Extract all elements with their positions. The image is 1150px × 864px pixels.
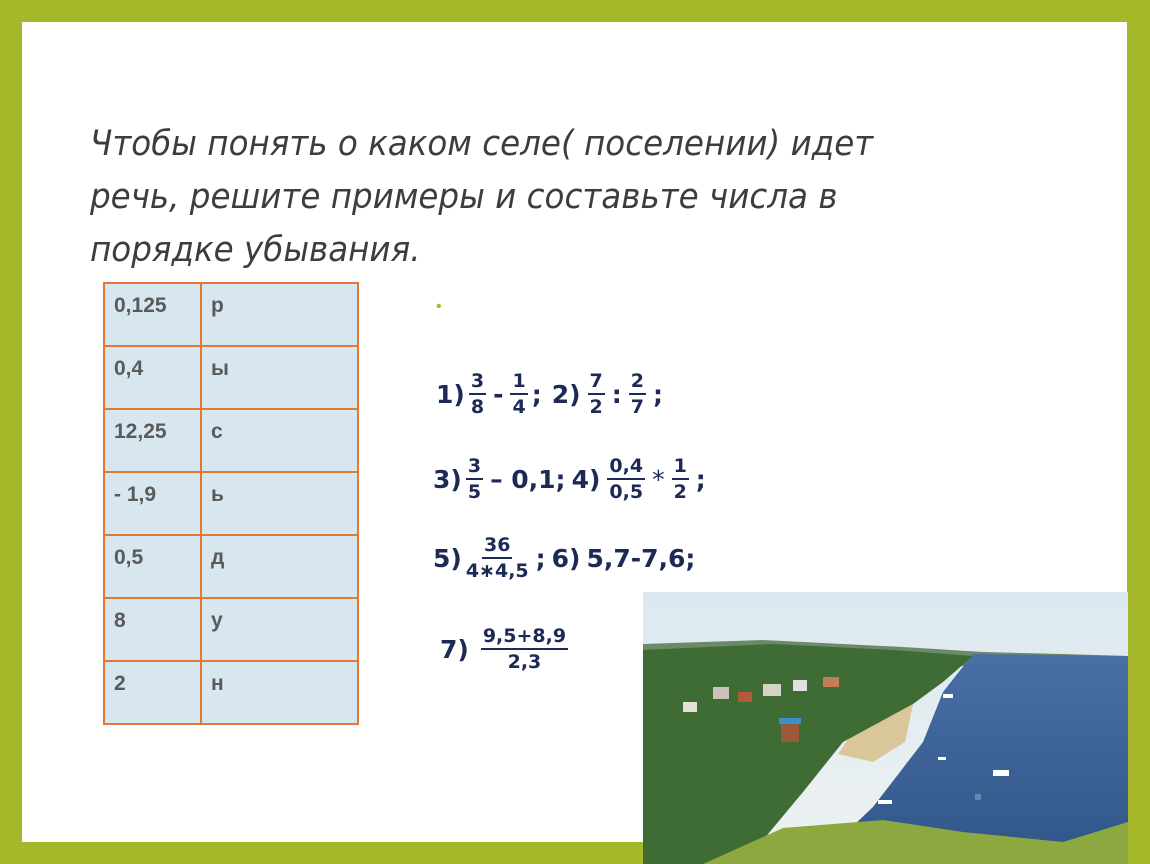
- fraction: [672, 455, 689, 503]
- exercise-label: 6): [551, 543, 581, 573]
- table-cell-number: 0,125: [104, 283, 201, 346]
- fraction-numerator: 7: [588, 370, 605, 395]
- expression: 5,7-7,6;: [586, 543, 696, 573]
- fraction-denominator: 0,5: [609, 481, 644, 503]
- table-cell-number: - 1,9: [104, 472, 201, 535]
- fraction: [481, 625, 568, 673]
- fraction: [629, 370, 646, 418]
- fraction: [510, 370, 527, 418]
- slide-title: Чтобы понять о каком селе( поселении) идет речь, решите примеры и составьте числа в порядке убывания.: [90, 124, 874, 270]
- exercise-label: 1): [436, 379, 465, 409]
- table-cell-number: 2: [104, 661, 201, 724]
- operator: :: [611, 379, 622, 409]
- table-cell-number: 12,25: [104, 409, 201, 472]
- expression: – 0,1;: [490, 464, 566, 494]
- exercise-label: 7): [440, 634, 469, 664]
- table-cell-letter: р: [201, 283, 358, 346]
- fraction-denominator: 7: [630, 396, 644, 418]
- fraction-numerator: 9,5+8,9: [481, 625, 568, 650]
- answer-table: [103, 282, 359, 725]
- fraction-denominator: 2,3: [507, 651, 542, 673]
- fraction: [607, 455, 645, 503]
- exercise-line-7: [440, 625, 572, 673]
- river-landscape-photo: [643, 592, 1128, 864]
- fraction-denominator: 2: [589, 396, 603, 418]
- table-cell-number: 0,5: [104, 535, 201, 598]
- fraction-denominator: 8: [470, 396, 485, 418]
- operator: *: [652, 464, 665, 494]
- table-cell-letter: с: [201, 409, 358, 472]
- exercise-label: 4): [571, 464, 601, 494]
- fraction-numerator: 36: [482, 534, 512, 559]
- table-row: [104, 535, 358, 598]
- table-cell-number: 0,4: [104, 346, 201, 409]
- fraction-numerator: 1: [510, 370, 527, 395]
- separator: ;: [531, 379, 542, 409]
- fraction-denominator: 4: [512, 396, 526, 418]
- fraction-numerator: 3: [469, 370, 486, 395]
- table-row: [104, 472, 358, 535]
- fraction-denominator: 2: [673, 481, 687, 503]
- fraction: [466, 534, 529, 582]
- fraction-denominator: 4∗4,5: [465, 560, 529, 582]
- separator: ;: [535, 543, 546, 573]
- bullet-point: •: [436, 298, 442, 315]
- table-row: [104, 661, 358, 724]
- exercise-label: 2): [551, 379, 581, 409]
- table-cell-letter: ы: [201, 346, 358, 409]
- fraction-numerator: 1: [672, 455, 689, 480]
- table-cell-letter: н: [201, 661, 358, 724]
- operator: -: [493, 379, 504, 409]
- fraction-numerator: 0,4: [607, 455, 645, 480]
- exercise-line-1-2: [436, 370, 666, 418]
- exercise-line-5-6: [433, 534, 698, 582]
- fraction-denominator: 5: [467, 481, 482, 503]
- table-row: [104, 283, 358, 346]
- table-cell-letter: д: [201, 535, 358, 598]
- fraction: [469, 370, 486, 418]
- exercise-label: 3): [433, 464, 462, 494]
- fraction: [588, 370, 605, 418]
- exercise-line-3-4: [433, 455, 709, 503]
- table-cell-number: 8: [104, 598, 201, 661]
- table-row: [104, 346, 358, 409]
- table-cell-letter: у: [201, 598, 358, 661]
- separator: ;: [695, 464, 706, 494]
- table-cell-letter: ь: [201, 472, 358, 535]
- table-row: [104, 598, 358, 661]
- table-row: [104, 409, 358, 472]
- fraction: [466, 455, 483, 503]
- separator: ;: [652, 379, 663, 409]
- fraction-numerator: 2: [629, 370, 646, 395]
- exercise-label: 5): [433, 543, 462, 573]
- fraction-numerator: 3: [466, 455, 483, 480]
